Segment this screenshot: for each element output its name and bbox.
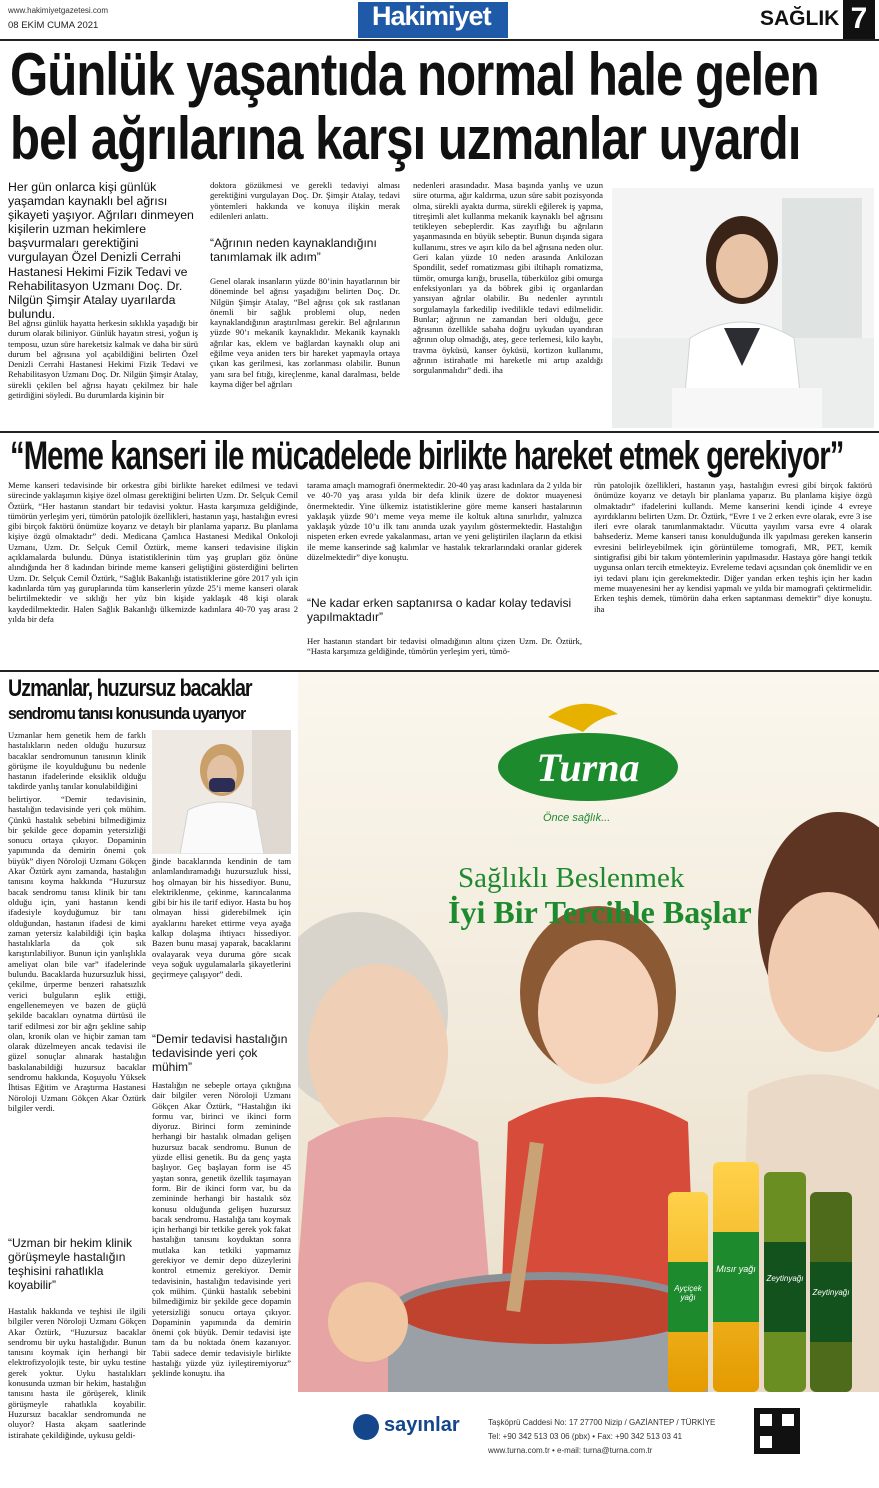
article1-headline-line1: Günlük yaşantıda normal hale gelen <box>10 41 819 108</box>
article2-col2a: tarama amaçlı mamografi önermektedir. 20-40 yaş arası kadınlara da 2 yılda bir ve 40-70 yaş arası yılda bir defa klinik üzere de doktor muayenesi önermektedir. Yine ülkemiz istatistiklerine göre meme kanseri hastalarının yaklaşık yüzde 90’ı meme veya meme ile koltuk altına sınırlıdır, yalnızca yaklaşık yüzde 10’u ilk tanı anında uzak yayılım göstermektedir. Hastalığın nispeten erken evrede yakalanması, artan ve yeni geliştirilen ilaçların da etkisi ile meme kanserinde sağ kalımlar ve hastalık tekrarlarındaki oranlar giderek düzelmektedir” diye konuştu. <box>307 480 582 563</box>
bottle-label-1: Ayçiçek yağı <box>674 1284 702 1302</box>
article3-col1-bottom: Hastalık hakkında ve teşhisi ile ilgili bilgiler veren Nöroloji Uzmanı Gökçen Akar Öztürk, “Huzursuz bacaklar sendromu bir uyku hastalığıdır. Bunun tanısını koymak için herhangi bir elektrofizyolojik teste, bir uyku testine gerek yoktur. Uyku hastalıkları konusunda uzman bir hekim, hastalığın tanısını hasta ile görüşerek, klinik görüşmeyle rahatlıkla koyabilir. Huzursuz bacaklar sendromunda ne oluyor? Hasta akşam saatlerinde istirahate çekildiğinde, uykusu geldi- <box>8 1306 146 1440</box>
ad-slogan-line1: Sağlıklı Beslenmek <box>458 862 685 894</box>
turna-logo: Turna <box>536 745 640 790</box>
article2-quote: “Ne kadar erken saptanırsa o kadar kolay tedavisi yapılmaktadır” <box>307 596 572 624</box>
neurologist-figure <box>152 730 291 854</box>
section-label: SAĞLIK <box>760 7 840 30</box>
article3-quote1: “Uzman bir hekim klinik görüşmeyle hastalığın teşhisini rahatlıkla koyabilir” <box>8 1236 133 1292</box>
bottle-label-4: Zeytinyağı <box>812 1288 850 1297</box>
article3-headline-line2: sendromu tanısı konusunda uyarıyor <box>8 704 246 723</box>
bottle-label-3: Zeytinyağı <box>766 1274 804 1283</box>
article1-lead: Her gün onlarca kişi günlük yaşamdan kaynaklı bel ağrısı şikayeti yaşıyor. Ağrıları dinmeyen kişilerin uzman hekimlere başvurmaları gerektiğini vurgulayan Özel Denizli Cerrahi Hastanesi Hekimi Fizik Tedavi ve Rehabilitasyon Uzmanı Doç. Dr. Nilgün Şimşir Atalay uyarılarda bulundu. <box>8 180 194 321</box>
article2-col1: Meme kanseri tedavisinde bir orkestra gibi birlikte hareket edilmesi ve tedavi sürecinde yaklaşımın kişiye özel olması gerektiğini belirten Uzm. Dr. Selçuk Cemil Öztürk, “Her hastanın standart bir tedavisi yoktur. Hasta karşımıza geldiğinde, tümörün yerleşim yeri, tümörün patolojik özellikleri, hastanın yaşı, hastalığın evresi gibi birçok faktörü önümüze koyarız ve detaylı bir planlama yaparız. Bu planlama kişiye özgü olmaktadır” dedi. Medicana Çamlıca Hastanesi Medikal Onkoloji Uzmanı, Uzm. Dr. Selçuk Cemil Öztürk, meme kanseri tedavisine ilişkin açıklamalarda bulundu. Dünya istatistiklerinin tüm yaş grupları göz önüne alındığında her 8 kadından birinde meme kanseri geliştiğini gösterdiğini belirten Uzm. Dr. Selçuk Cemil Öztürk, “Sağlık Bakanlığı istatistiklerine göre 2017 yılı için kadınlarda tüm yaş guruplarında tüm kanserlerin yüzde 25’i meme kanseri olarak belirtilmektedir ve sıklığı her yüz bin kişide yaklaşık 48 kişi olarak kaydedilmektedir. Halen Sağlık Bakanlığı ülkemizde kadınlara 40-70 yaş arası 2 yılda bir defa <box>8 480 298 624</box>
article2-col3: rün patolojik özellikleri, hastanın yaşı, hastalığın evresi gibi birçok faktörü önümüze koyarız ve detaylı bir planlama yaparız. Bu planlama kişiye özgü olmaktadır” ifadelerini kullandı. Meme kanserini kendi içinde 4 evreye ayırdıklarını belirten Uzm. Dr. Öztürk, “Evre 1 ve 2 erken evre olarak, evre 3 ise ileri evre olarak tanımlanmaktadır. Vücutta yayılım varsa evre 4 olarak bahsederiz. Meme kanseri tanısı konulduğunda ilk yapılması gereken kanserin evresini belirleyebilmek için görüntüleme tomografi, MR, PET, kemik sintigrafisi gibi bir takım yöntemlerinin yapılmasıdır. Hastaya göre hangi tetkik uygunsa onları tercih etmekteyiz. Evreleme tedavi açısından çok önemlidir ve en iyi tedavi planı için gerekmektedir. Diğer yandan erken teşhis için her kadın meme muayenesini her ay kendisi yapmalı ve yılda bir mamografi çektirmelidir. Erken teşhis demek, tümörün daha erken saptanması demektir” diye konuştu. iha <box>594 480 872 614</box>
article3-col1-top: Uzmanlar hem genetik hem de farklı hastalıkların neden olduğu huzursuz bacaklar sendromunun tanısının klinik görüşme ile koyulduğunu bu nedenle hastanın ifadelerinde eksiklik olduğu takdirde yanlış tanılar konulabildiğini <box>8 730 146 792</box>
bottle-label-2: Mısır yağı <box>716 1264 756 1274</box>
article1-bottom-rule <box>0 431 879 433</box>
doctor-photo <box>612 188 874 428</box>
article1-headline-line2: bel ağrılarına karşı uzmanlar uyardı <box>10 105 801 172</box>
ad-address: Taşköprü Caddesi No: 17 27700 Nizip / GAZİANTEP / TÜRKİYE <box>488 1418 716 1427</box>
sayinlar-logo: sayınlar <box>384 1414 460 1436</box>
article3-col2-bottom: Hastalığın ne sebeple ortaya çıktığına dair bilgiler veren Nöroloji Uzmanı Gökçen Akar Öztürk, “Hastalığın iki formu var, birinci ve ikinci form diyoruz. Birinci form zemininde herhangi bir hastalık olmadan gelişen huzursuz bacak sendromu. Bunun de yüzde ellisi genetik. Bu da genç yaşta başlıyor. Geç başlayan form ise 45 yaştan sonra, genetik özellik taşımayan form. Bir de ikinci form var, bu da zemininde herhangi bir hastalık söz konusu olduğunda gelişen huzursuz bacak sendromu. Hastalığa tanı koymak için herhangi bir tetkike gerek yok fakat hastalığın tanısını koyduktan sonra mutlaka kan tetkiki yapmamız gerekiyor ve demir depo düzeylerini kontrol etmemiz gerekiyor. Demir tedavisinin, hastalığın tedavisinde yeri çok mühim. Çünkü hastalık sebebini bilmediğimiz bir şekilde gece dopamin yetersizliği sonucu ortaya çıkıyor. Dopaminin yapımında da demirin önemi çok büyük. Demir tedavisi işte tam da bu noktada önem kazanıyor. Tabii sadece demir tedavisiyle birlikte hastalığı yüzde yüz iyileştiremiyoruz” şeklinde konuştu. iha <box>152 1080 291 1379</box>
ad-artwork <box>298 672 879 1488</box>
ad-slogan-line2: İyi Bir Tercihle Başlar <box>448 894 752 930</box>
article2-headline: “Meme kanseri ile mücadelede birlikte hareket etmek gerekiyor” <box>10 434 844 478</box>
article3-quote2: “Demir tedavisi hastalığın tedavisinde yeri çok mühim” <box>152 1032 288 1074</box>
newspaper-logo: Hakimiyet <box>372 1 491 31</box>
ad-phone: Tel: +90 342 513 03 06 (pbx) • Fax: +90 342 513 03 41 <box>488 1432 683 1441</box>
site-url[interactable]: www.hakimiyetgazetesi.com <box>8 6 109 15</box>
article3-col1-continued: belirtiyor. “Demir tedavisinin, hastalığın tedavisinde yeri çok mühim. Çünkü hastalık sebebini bilmediğimiz bir şekilde gece dopamin yetersizliği sonucu ortaya çıkıyor. Dopaminin yapımında da demirin önemi çok büyük” diyen Nöroloji Uzmanı Gökçen Akar Öztürk aynı zamanda, hastalığın tanısını koyma hakkında “Huzursuz bacak sendromu tanısı klinik bir tanı olduğu için, yani hastanın kendi ifadesiyle koyduğumuz bir tanı olduğundan, hastanın ifadesi de kimi zaman yetersiz kalabildiği için başka hastalıklarla da çok sık karıştırılabiliyor. Bunun için yanlışlıkla ameliyat olan bile var” ifadelerinde bulundu. Bacaklarda huzursuzluk hissi, çekilme, ürperme benzeri rahatsızlık verici bulguların eşlik ettiği, engellenemeyen ve bazen de güçlü şekilde bacakları oynatma dürtüsü ile tarif edilmesi zor bir ağrı şekline sahip olan, kronik olan ve hiçbir zaman tam olarak düzelmeyen ancak tedavisi ile güzel sonuçlar alınarak hastalığın baskılanabildiği huzursuz bacaklar sendromu hakkında, Koşuyolu Yüksek İhtisas Eğitim ve Araştırma Hastanesi Nöroloji Uzmanı Gökçen Akar Öztürk bilgiler verdi. <box>8 794 146 1113</box>
qr-code-icon <box>754 1408 800 1454</box>
article1-col1: Bel ağrısı günlük hayatta herkesin sıklıkla yaşadığı bir durum olarak biliniyor. Günlük hayatın stresi, yoğun iş temposu, uzun süre hareketsiz kalmak ve daha bir sürü durum bel ağrısına yol açabildiğini belirten Özel Denizli Cerrahi Hastanesi Hekimi Fizik Tedavi ve Rehabilitasyon Uzmanı Doç. Dr. Nilgün Şimşir Atalay, sürekli çekilen bel ağrısı hayatı çekilmez bir hale getirdiğini söyledi. Bu durumlarda kişinin bir <box>8 318 198 401</box>
issue-date: 08 EKİM CUMA 2021 <box>8 20 99 31</box>
neurologist-photo <box>152 730 291 854</box>
doctor-figure <box>612 188 874 428</box>
article2-col2b: Her hastanın standart bir tedavisi olmadığının altını çizen Uzm. Dr. Öztürk, “Hasta karşımıza geldiğinde, tümörün yerleşim yeri, tümö- <box>307 636 582 657</box>
article3-headline-line1: Uzmanlar, huzursuz bacaklar <box>8 675 252 702</box>
article1-col3: nedenleri arasındadır. Masa başında yanlış ve uzun süre oturma, ağır kaldırma, uzun süre sabit pozisyonda olma, sürekli ayakta durma, sürekli eğilerek iş yapma, titreşimli alet kullanma mekanik kaynaklı bel ağrısını tetikleyen sebeplerdir. Kas zayıflığı bu ağrıların yaşanmasında en büyük sebeptir. Bunun dışında sigara kullanımı, stres ve aşırı kilo da bel ağrısına neden olur. Geri kalan yüzde 10 neden arasında Ankilozan Spondilit, sedef romatizması gibi iltihaplı romatizma, tümör, omurga kırığı, brusella, tüberküloz gibi omurga enfeksiyonları ya da böbrek gibi iç organlardan yansıyan ağrılar olabilir. Bu nedenler ayrıntılı sorgulamayla farkedilip ivedilikle tedavi edilmelidir. Bunlar; ağrının ne zamandan beri olduğu, gece ağrısının özellikle sabaha doğru uykudan uyandıran ağrının olup olmadığı, ateş, gece terlemesi, kilo kaybı, travma öyküsü, kanser öyküsü, kortizon kullanımı, ağrının istirahatle mi hareketle mi artıp azaldığı sorgulanmalıdır” dedi. iha <box>413 180 603 376</box>
article3-col2-top: ğinde bacaklarında kendinin de tam anlamlandıramadığı huzursuzluk hissi, hoş olmayan bir his hissediyor. Bunu, elektriklenme, çekinme, karıncalanma gibi bir his ile tarif ediyor. Hasta bu hoş olmayan hissi giderebilmek için ayaklarını hareket ettirme veya ayağa kalkıp dolaşma ihtiyacı hissediyor. Bazen bunu masaj yaparak, bacaklarını ovalayarak veya duruma göre sıcak veya soğuk uygulamalarla şikayetlerini geçirmeye çalışıyor” dedi. <box>152 856 291 980</box>
page-number: 7 <box>850 2 868 35</box>
article1-col2a: doktora gözükmesi ve gerekli tedaviyi alması gerektiğini vurgulayan Doç. Dr. Şimşir Atalay, tedavi yöntemleri hakkında ve konuya ilişkin merak edilenleri anlattı. <box>210 180 400 221</box>
turna-tagline: Önce sağlık... <box>543 812 611 824</box>
article1-quote: “Ağrının neden kaynaklandığını tanımlamak ilk adım” <box>210 236 377 264</box>
ad-web[interactable]: www.turna.com.tr • e-mail: turna@turna.com.tr <box>488 1446 653 1455</box>
turna-ad[interactable] <box>298 672 879 1488</box>
article1-col2b: Genel olarak insanların yüzde 80’inin hayatlarının bir döneminde bel ağrısı yaşadığını belirten Doç. Dr. Nilgün Şimşir Atalay, “Bel ağrısı çok sık rastlanan önemli bir sağlık problemi olup, neden kaynaklandığının araştırılması gerekir. Bel ağrılarının yüzde 90’ı mekanik kaynaklıdır. Mekanik kaynaklı ağrılar kas, eklem ve bağlardan kaynaklı olup ani eğilme veya aniden ters bir hareket yapmayla ortaya çıkan kas gerilmesi, kas zorlanması olabilir. Bunun yanı sıra bel fıtığı, kireçlenme, kanal daralması, belde kayma diğer bel ağrıları <box>210 276 400 389</box>
